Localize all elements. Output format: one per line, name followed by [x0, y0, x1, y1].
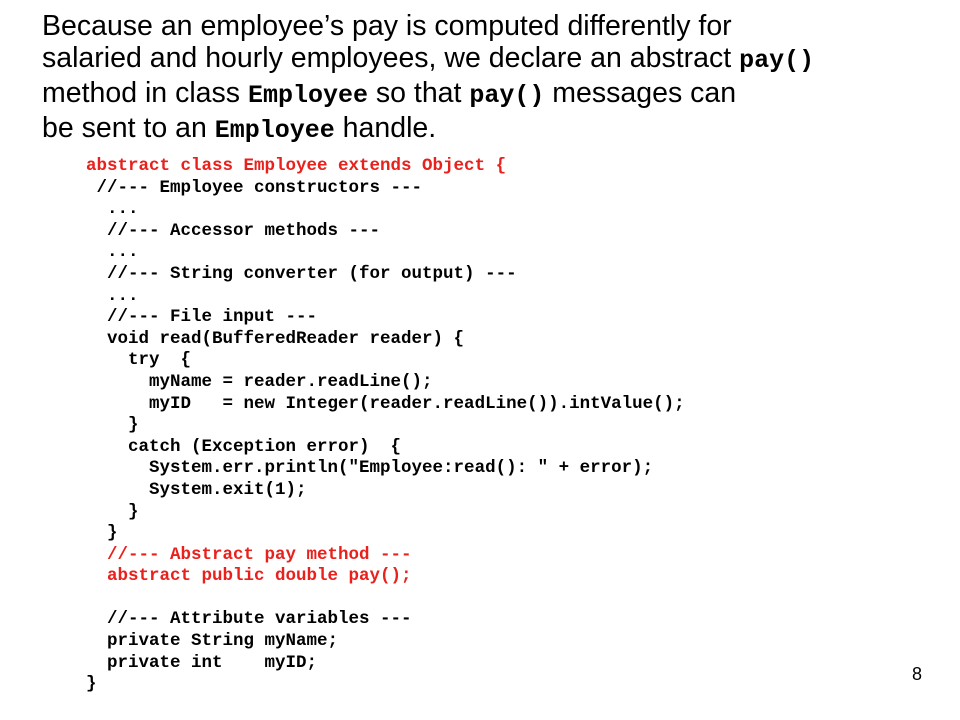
code-block — [86, 156, 685, 696]
code-line: private int myID; — [86, 652, 318, 673]
code-line: abstract class Employee extends Object { — [86, 156, 507, 176]
code-line: //--- String converter (for output) --- — [86, 263, 517, 284]
heading-text-run: so that — [367, 77, 470, 109]
page-number: 8 — [912, 664, 923, 684]
code-line: //--- Abstract pay method --- — [86, 544, 412, 565]
slide-heading — [42, 10, 942, 147]
heading-text-run: be sent to an — [42, 112, 215, 144]
code-line: catch (Exception error) { — [86, 436, 402, 457]
code-line: myID = new Integer(reader.readLine()).intValue(); — [86, 393, 685, 414]
code-line: } — [86, 501, 139, 522]
code-line: ... — [86, 199, 139, 220]
code-line: try { — [86, 350, 192, 371]
heading-line — [42, 42, 942, 77]
code-line: abstract public double pay(); — [86, 566, 412, 587]
heading-text-run: messages can — [544, 77, 737, 109]
heading-text-run: salaried and hourly employees, we declare an abstract — [42, 42, 740, 74]
code-line: System.exit(1); — [86, 479, 307, 500]
code-line: //--- Employee constructors --- — [86, 177, 423, 198]
heading-text-run: handle. — [334, 112, 437, 144]
code-line: private String myName; — [86, 631, 339, 652]
heading-text-run: Because an employee’s pay is computed differently for — [42, 10, 732, 42]
heading-code-term: Employee — [214, 116, 335, 145]
code-line: //--- Attribute variables --- — [86, 609, 412, 630]
heading-line — [42, 77, 942, 112]
code-line: ... — [86, 285, 139, 306]
heading-code-term: pay() — [739, 46, 815, 75]
code-line: myName = reader.readLine(); — [86, 371, 433, 392]
heading-code-term: pay() — [469, 81, 545, 110]
code-line — [86, 588, 685, 610]
code-line: //--- Accessor methods --- — [86, 220, 381, 241]
code-line: } — [86, 674, 97, 695]
code-line: //--- File input --- — [86, 307, 318, 328]
code-line: } — [86, 415, 139, 436]
heading-line — [42, 10, 942, 42]
code-line: ... — [86, 242, 139, 263]
code-line: } — [86, 523, 118, 544]
heading-line — [42, 112, 942, 147]
heading-code-term: Employee — [247, 81, 368, 110]
heading-text-run: method in class — [42, 77, 248, 109]
code-line: void read(BufferedReader reader) { — [86, 328, 465, 349]
code-line: System.err.println("Employee:read(): " + error); — [86, 458, 654, 479]
